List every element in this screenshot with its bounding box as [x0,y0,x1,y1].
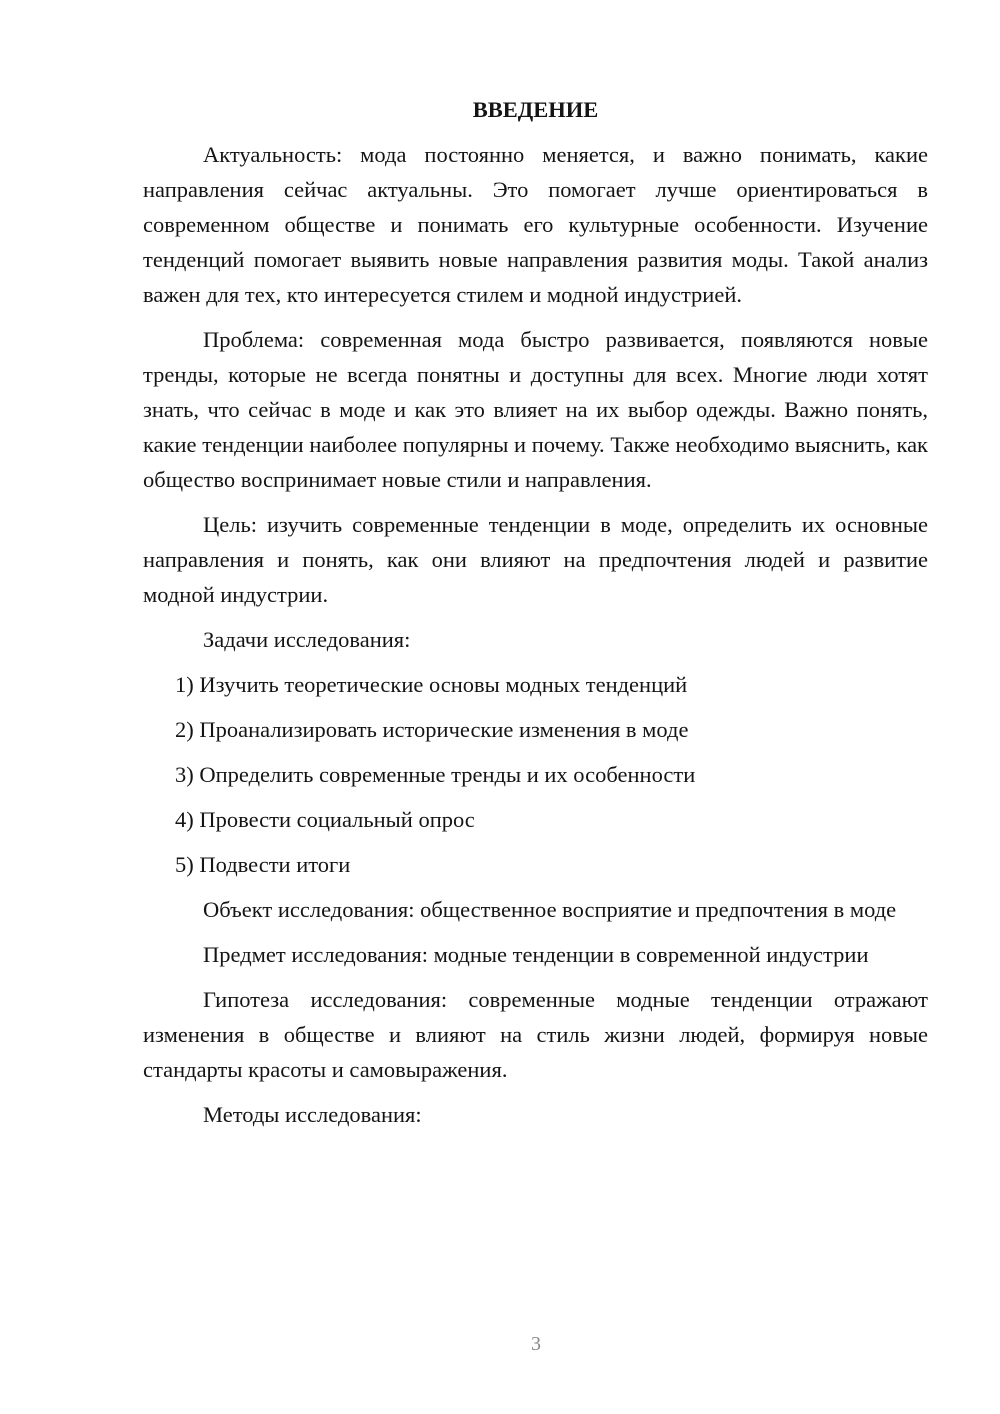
page-content [143,92,928,1142]
paragraph-goal: Цель: изучить современные тенденции в моде, определить их основные направления и понять, как они влияют на предпочтения людей и развитие модной индустрии. [143,512,928,607]
task-item-1: 1) Изучить теоретические основы модных тенденций [175,672,688,697]
task-item-4: 4) Провести социальный опрос [175,807,475,832]
paragraph-subject: Предмет исследования: модные тенденции в современной индустрии [203,942,869,967]
page-number: 3 [531,1333,541,1355]
paragraph-problem: Проблема: современная мода быстро развивается, появляются новые тренды, которые не всегда понятны и доступны для всех. Многие люди хотят знать, что сейчас в моде и как это влияет на их выбор одежды. Важно понять, какие тенденции наиболее популярны и почему. Также необходимо выяснить, как общество воспринимает новые стили и направления. [143,327,928,492]
paragraph-hypothesis: Гипотеза исследования: современные модные тенденции отражают изменения в обществе и влияют на стиль жизни людей, формируя новые стандарты красоты и самовыражения. [143,987,928,1082]
task-item-3: 3) Определить современные тренды и их особенности [175,762,696,787]
paragraph-methods: Методы исследования: [203,1102,422,1127]
paragraph-tasks-intro: Задачи исследования: [203,627,411,652]
paragraph-relevance: Актуальность: мода постоянно меняется, и важно понимать, какие направления сейчас актуальны. Это помогает лучше ориентироваться в современном обществе и понимать его культурные особенности. Изучение тенденций помогает выявить новые направления развития моды. Такой анализ важен для тех, кто интересуется стилем и модной индустрией. [143,142,928,307]
task-item-5: 5) Подвести итоги [175,852,351,877]
paragraph-object: Объект исследования: общественное восприятие и предпочтения в моде [203,897,897,922]
task-list [143,667,928,882]
section-heading: ВВЕДЕНИЕ [472,97,599,122]
task-item-2: 2) Проанализировать исторические изменения в моде [175,717,689,742]
